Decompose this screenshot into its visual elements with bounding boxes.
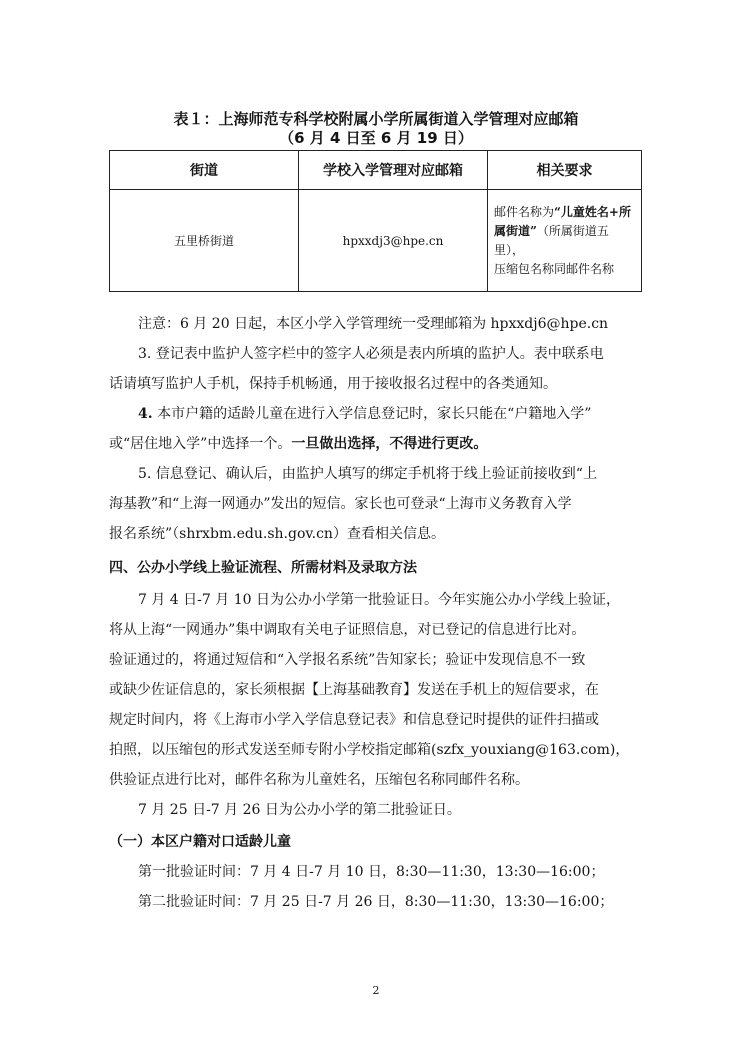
req-pre: 邮件名称为 bbox=[494, 204, 555, 219]
cell-street: 五里桥街道 bbox=[110, 190, 299, 292]
item4-text2: 或“居住地入学”中选择一个。 bbox=[109, 436, 292, 452]
header-requirements: 相关要求 bbox=[488, 151, 642, 190]
note-line: 注意：6 月 20 日起，本区小学入学管理统一受理邮箱为 hpxxdj6@hpe.cn bbox=[138, 316, 609, 332]
item4-line1 bbox=[138, 404, 591, 424]
item5-line2: 海基教”和“上海一网通办”发出的短信。家长也可登录“上海市义务教育入学 bbox=[109, 496, 572, 512]
item4-line2 bbox=[109, 434, 487, 454]
header-street: 街道 bbox=[110, 151, 299, 190]
table-title: 表１：上海师范专科学校附属小学所属街道入学管理对应邮箱 bbox=[173, 110, 579, 128]
item4-bold: 一旦做出选择，不得进行更改。 bbox=[291, 436, 488, 452]
cell-email: hpxxdj3@hpe.cn bbox=[299, 190, 488, 292]
section4-p1-line: 拍照，以压缩包的形式发送至师专附小学校指定邮箱(szfx_youxiang@163.com)， bbox=[109, 742, 630, 758]
mailbox-table bbox=[109, 150, 642, 292]
section4-p1-line: 将从上海“一网通办”集中调取有关电子证照信息，对已登记的信息进行比对。 bbox=[109, 622, 586, 638]
item5-line3: 报名系统”（shrxbm.edu.sh.gov.cn）查看相关信息。 bbox=[109, 526, 445, 542]
item4-number: 4. bbox=[138, 406, 153, 422]
req-mid: （所属街道五里）， bbox=[494, 223, 609, 257]
header-email: 学校入学管理对应邮箱 bbox=[299, 151, 488, 190]
section4-p1-line: 7 月 4 日-7 月 10 日为公办小学第一批验证日。今年实施公办小学线上验证， bbox=[138, 592, 620, 608]
section4-p1-line: 验证通过的，将通过短信和“入学报名系统”告知家长；验证中发现信息不一致 bbox=[109, 652, 586, 668]
cell-requirements bbox=[488, 190, 642, 292]
table-subtitle: （6 月 4 日至 6 月 19 日） bbox=[279, 129, 473, 147]
section4-p2: 7 月 25 日-7 月 26 日为公办小学的第二批验证日。 bbox=[138, 802, 461, 818]
section4-p1-line: 或缺少佐证信息的，家长须根据【上海基础教育】发送在手机上的短信要求，在 bbox=[109, 682, 599, 698]
batch1-time: 第一批验证时间：7 月 4 日-7 月 10 日，8:30—11:30，13:30—16:00； bbox=[138, 864, 605, 880]
item5-line1: 5. 信息登记、确认后，由监护人填写的绑定手机将于线上验证前接收到“上 bbox=[138, 466, 597, 482]
item3-line1: 3. 登记表中监护人签字栏中的签字人必须是表内所填的监护人。表中联系电 bbox=[138, 346, 604, 362]
batch2-time: 第二批验证时间：7 月 25 日-7 月 26 日，8:30—11:30，13:30—16:00； bbox=[138, 894, 614, 910]
item4-text1: 本市户籍的适龄儿童在进行入学信息登记时，家长只能在“户籍地入学” bbox=[152, 406, 592, 422]
page-number: 2 bbox=[372, 984, 380, 997]
table-row bbox=[110, 190, 642, 292]
table-header-row bbox=[110, 151, 642, 190]
section4-p1-line: 规定时间内，将《上海市小学入学信息登记表》和信息登记时提供的证件扫描或 bbox=[109, 712, 599, 728]
section4-heading: 四、公办小学线上验证流程、所需材料及录取方法 bbox=[109, 560, 417, 576]
section4-p1-line: 供验证点进行比对，邮件名称为儿童姓名，压缩包名称同邮件名称。 bbox=[109, 772, 529, 788]
req-bold: “儿童姓名+所属街道” bbox=[494, 204, 631, 238]
sub1-heading: （一）本区户籍对口适龄儿童 bbox=[109, 834, 291, 850]
req-post: 压缩包名称同邮件名称 bbox=[494, 261, 615, 276]
item3-line2: 话请填写监护人手机，保持手机畅通，用于接收报名过程中的各类通知。 bbox=[109, 376, 557, 392]
